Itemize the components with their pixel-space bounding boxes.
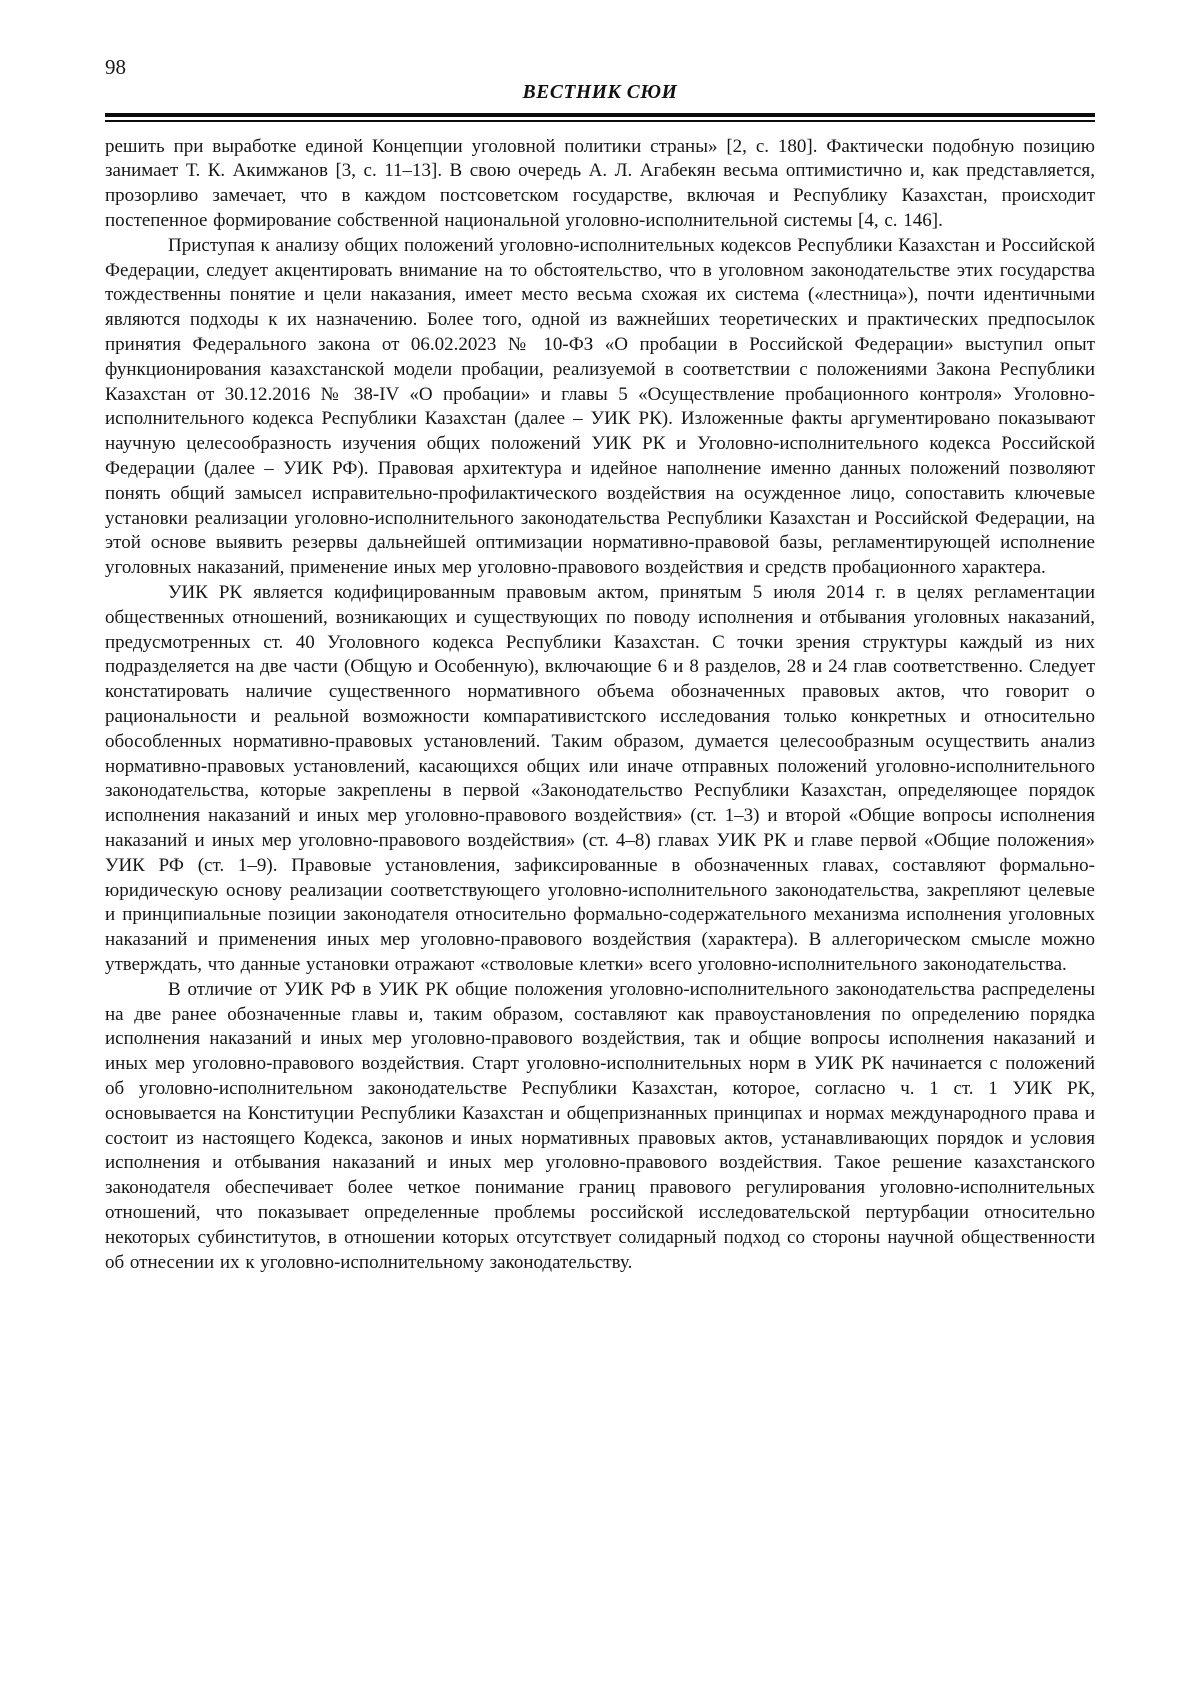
page-header xyxy=(105,54,1095,122)
paragraph: УИК РК является кодифицированным правовым актом, принятым 5 июля 2014 г. в целях регламентации общественных отношений, возникающих и существующих по поводу исполнения и отбывания уголовных наказаний, предусмотренных ст. 40 Уголовного кодекса Республики Казахстан. С точки зрения структуры каждый из них подразделяется на две части (Общую и Особенную), включающие 6 и 8 разделов, 28 и 24 глав соответственно. Следует констатировать наличие существенного нормативного объема обозначенных правовых актов, что говорит о рациональности и реальной возможности компаративистского исследования только конкретных и относительно обособленных нормативно-правовых установлений. Таким образом, думается целесообразным осуществить анализ нормативно-правовых установлений, касающихся общих или иначе отправных положений уголовно-исполнительного законодательства, которые закреплены в первой «Законодательство Республики Казахстан, определяющее порядок исполнения наказаний и иных мер уголовно-правового воздействия» (ст. 1–3) и второй «Общие вопросы исполнения наказаний и иных мер уголовно-правового воздействия» (ст. 4–8) главах УИК РК и главе первой «Общие положения» УИК РФ (ст. 1–9). Правовые установления, зафиксированные в обозначенных главах, составляют формально-юридическую основу реализации соответствующего уголовно-исполнительного законодательства, закрепляют целевые и принципиальные позиции законодателя относительно формально-содержательного механизма исполнения уголовных наказаний и применения иных мер уголовно-правового воздействия (характера). В аллегорическом смысле можно утверждать, что данные установки отражают «стволовые клетки» всего уголовно-исполнительного законодательства. xyxy=(105,581,1095,975)
paragraph: В отличие от УИК РФ в УИК РК общие положения уголовно-исполнительного законодательства распределены на две ранее обозначенные главы и, таким образом, составляют как правоустановления по определению порядка исполнения наказаний и иных мер уголовно-правового воздействия, так и общие вопросы исполнения наказаний и иных мер уголовно-правового воздействия. Старт уголовно-исполнительных норм в УИК РК начинается с положений об уголовно-исполнительном законодательстве Республики Казахстан, которое, согласно ч. 1 ст. 1 УИК РК, основывается на Конституции Республики Казахстан и общепризнанных принципах и нормах международного права и состоит из настоящего Кодекса, законов и иных нормативных правовых актов, устанавливающих порядок и условия исполнения и отбывания наказаний и иных мер уголовно-правового воздействия. Такое решение казахстанского законодателя обеспечивает более четкое понимание границ правового регулирования уголовно-исполнительных отношений, что показывает определенные проблемы российской исследовательской пертурбации относительно некоторых субинститутов, в отношении которых отсутствует солидарный подход со стороны научной общественности об отнесении их к уголовно-исполнительному законодательству. xyxy=(105,978,1095,1273)
header-rule xyxy=(105,113,1095,122)
page-number: 98 xyxy=(105,55,126,79)
running-head: ВЕСТНИК СЮИ xyxy=(522,82,678,104)
article-body xyxy=(105,135,1095,1276)
paragraph: решить при выработке единой Концепции уголовной политики страны» [2, с. 180]. Фактически подобную позицию занимает Т. К. Акимжанов [3, с. 11–13]. В свою очередь А. Л. Агабекян весьма оптимистично и, как представляется, прозорливо замечает, что в каждом постсоветском государстве, включая и Республику Казахстан, происходит постепенное формирование собственной национальной уголовно-исполнительной системы [4, с. 146]. xyxy=(105,135,1095,232)
paragraph: Приступая к анализу общих положений уголовно-исполнительных кодексов Республики Казахстан и Российской Федерации, следует акцентировать внимание на то обстоятельство, что в уголовном законодательстве этих государства тождественны понятие и цели наказания, имеет место весьма схожая их система («лестница»), почти идентичными являются подходы к их назначению. Более того, одной из важнейших теоретических и практических предпосылок принятия Федерального закона от 06.02.2023 № 10-ФЗ «О пробации в Российской Федерации» выступил опыт функционирования казахстанской модели пробации, реализуемой в соответствии с положениями Закона Республики Казахстан от 30.12.2016 № 38-IV «О пробации» и главы 5 «Осуществление пробационного контроля» Уголовно-исполнительного кодекса Республики Казахстан (далее – УИК РК). Изложенные факты аргументировано показывают научную целесообразность изучения общих положений УИК РК и Уголовно-исполнительного кодекса Российской Федерации (далее – УИК РФ). Правовая архитектура и идейное наполнение именно данных положений позволяют понять общий замысел исправительно-профилактического воздействия на осужденное лицо, сопоставить ключевые установки реализации уголовно-исполнительного законодательства Республики Казахстан и Российской Федерации, на этой основе выявить резервы дальнейшей оптимизации нормативно-правовой базы, регламентирующей исполнение уголовных наказаний, применение иных мер уголовно-правового воздействия и средств пробационного характера. xyxy=(105,234,1095,579)
